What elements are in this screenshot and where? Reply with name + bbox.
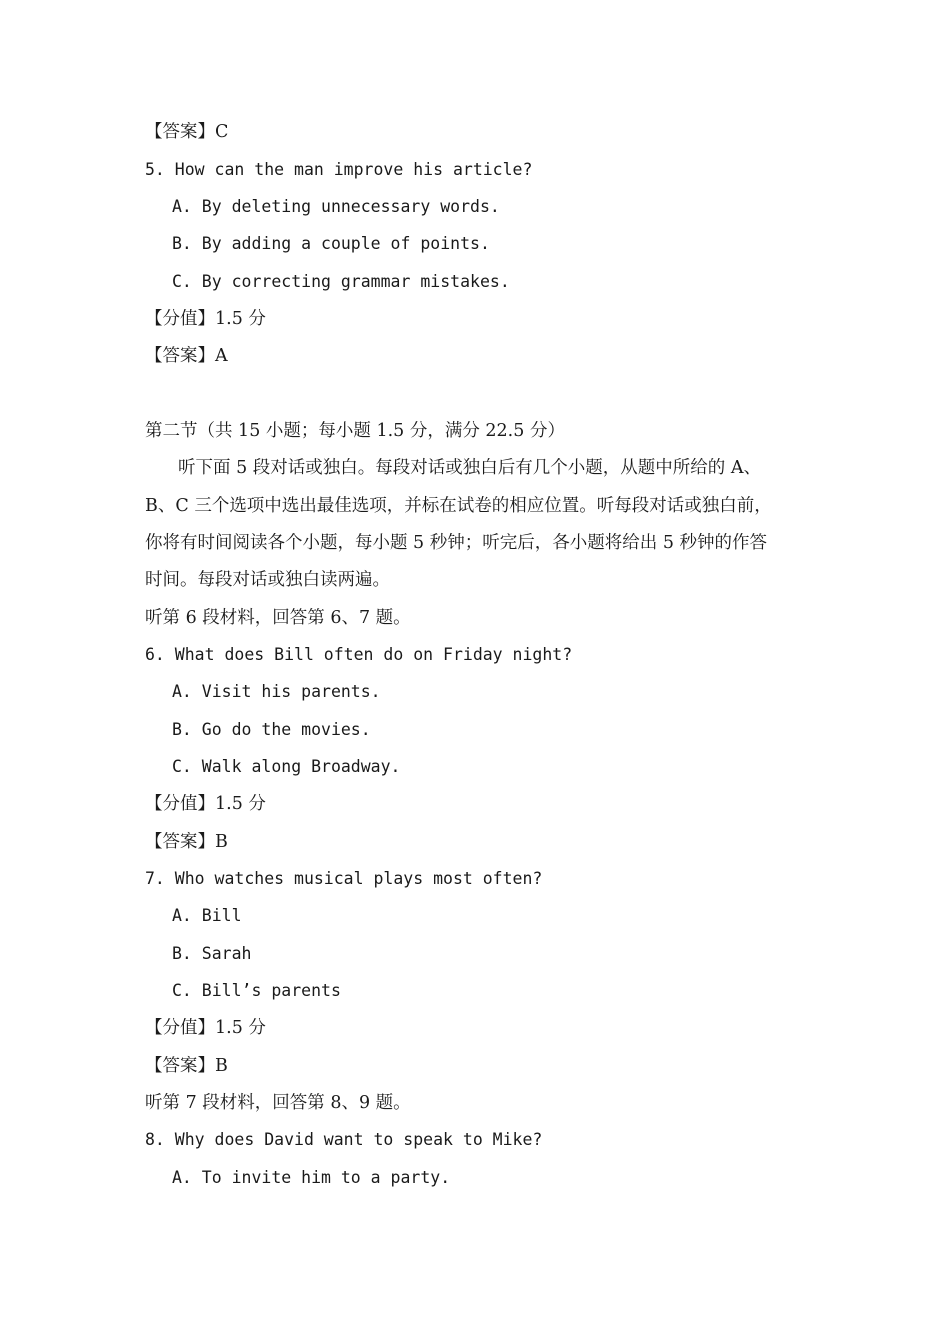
instructions-line: 时间。每段对话或独白读两遍。 [145, 570, 390, 590]
question-5: 5. How can the man improve his article? [145, 160, 533, 179]
material-heading: 听第 6 段材料，回答第 6、7 题。 [145, 608, 411, 628]
q6-option-b: B. Go do the movies. [172, 720, 371, 739]
answer-label: 【答案】A [145, 346, 228, 366]
section-heading: 第二节（共 15 小题；每小题 1.5 分，满分 22.5 分） [145, 421, 565, 441]
instructions-line: 你将有时间阅读各个小题，每小题 5 秒钟；听完后，各小题将给出 5 秒钟的作答 [145, 533, 768, 553]
instructions-line: 听下面 5 段对话或独白。每段对话或独白后有几个小题，从题中所给的 A、 [178, 458, 761, 478]
q7-option-c: C. Bill’s parents [172, 981, 341, 1000]
q7-option-b: B. Sarah [172, 944, 252, 963]
score-label: 【分值】1.5 分 [145, 1018, 266, 1038]
question-7: 7. Who watches musical plays most often? [145, 869, 543, 888]
instructions-line: B、C 三个选项中选出最佳选项，并标在试卷的相应位置。听每段对话或独白前， [145, 496, 772, 516]
q7-option-a: A. Bill [172, 906, 242, 925]
material-heading: 听第 7 段材料，回答第 8、9 题。 [145, 1093, 411, 1113]
q5-option-c: C. By correcting grammar mistakes. [172, 272, 510, 291]
q5-option-a: A. By deleting unnecessary words. [172, 197, 500, 216]
question-8: 8. Why does David want to speak to Mike? [145, 1130, 543, 1149]
answer-label: 【答案】B [145, 832, 228, 852]
q8-option-a: A. To invite him to a party. [172, 1168, 451, 1187]
answer-label: 【答案】B [145, 1056, 228, 1076]
q6-option-a: A. Visit his parents. [172, 682, 381, 701]
score-label: 【分值】1.5 分 [145, 309, 266, 329]
q5-option-b: B. By adding a couple of points. [172, 234, 490, 253]
answer-label: 【答案】C [145, 122, 229, 142]
score-label: 【分值】1.5 分 [145, 794, 266, 814]
question-6: 6. What does Bill often do on Friday night? [145, 645, 573, 664]
q6-option-c: C. Walk along Broadway. [172, 757, 401, 776]
